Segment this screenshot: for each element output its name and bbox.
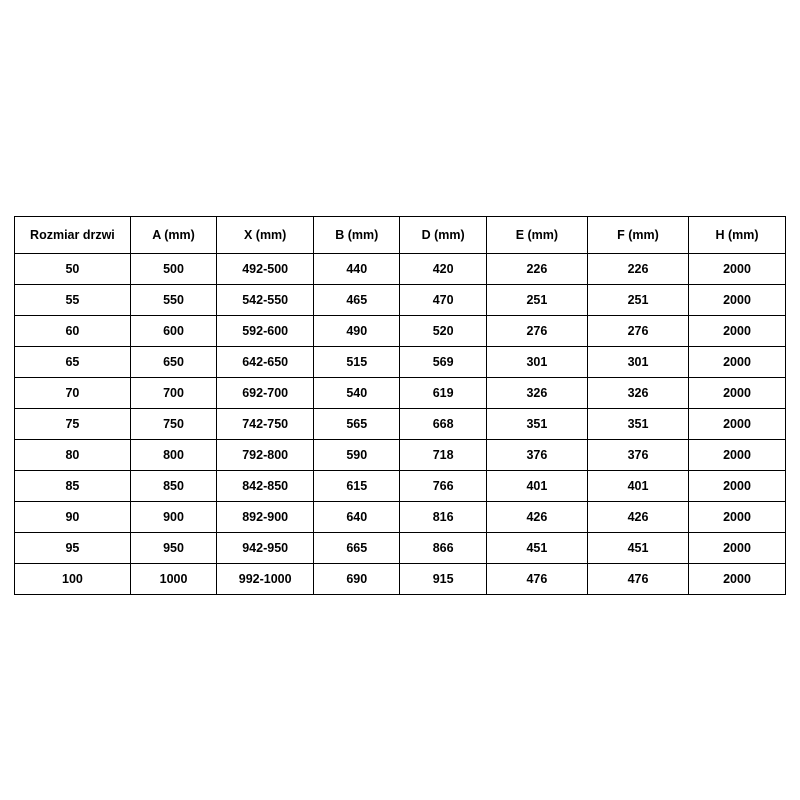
- column-header: Rozmiar drzwi: [15, 217, 131, 254]
- table-cell: 2000: [689, 347, 786, 378]
- table-cell: 2000: [689, 378, 786, 409]
- column-header: E (mm): [486, 217, 587, 254]
- table-cell: 592-600: [217, 316, 314, 347]
- table-cell: 226: [587, 254, 688, 285]
- table-cell: 80: [15, 440, 131, 471]
- table-cell: 640: [314, 502, 400, 533]
- table-cell: 500: [130, 254, 216, 285]
- table-cell: 420: [400, 254, 486, 285]
- table-cell: 700: [130, 378, 216, 409]
- table-cell: 665: [314, 533, 400, 564]
- table-row: [15, 502, 786, 533]
- table-cell: 276: [486, 316, 587, 347]
- table-cell: 451: [486, 533, 587, 564]
- table-row: [15, 254, 786, 285]
- table-row: [15, 378, 786, 409]
- table-cell: 301: [587, 347, 688, 378]
- table-cell: 615: [314, 471, 400, 502]
- table-cell: 465: [314, 285, 400, 316]
- table-cell: 451: [587, 533, 688, 564]
- column-header: D (mm): [400, 217, 486, 254]
- table-cell: 915: [400, 564, 486, 595]
- table-row: [15, 285, 786, 316]
- table-row: [15, 409, 786, 440]
- table-row: [15, 440, 786, 471]
- table-cell: 600: [130, 316, 216, 347]
- table-cell: 690: [314, 564, 400, 595]
- column-header: A (mm): [130, 217, 216, 254]
- table-cell: 351: [486, 409, 587, 440]
- table-cell: 326: [587, 378, 688, 409]
- table-cell: 100: [15, 564, 131, 595]
- table-cell: 251: [486, 285, 587, 316]
- table-cell: 650: [130, 347, 216, 378]
- table-cell: 619: [400, 378, 486, 409]
- column-header: F (mm): [587, 217, 688, 254]
- table-cell: 2000: [689, 254, 786, 285]
- table-row: [15, 564, 786, 595]
- table-cell: 750: [130, 409, 216, 440]
- table-cell: 251: [587, 285, 688, 316]
- table-cell: 50: [15, 254, 131, 285]
- table-cell: 565: [314, 409, 400, 440]
- table-cell: 950: [130, 533, 216, 564]
- table-cell: 75: [15, 409, 131, 440]
- column-header: B (mm): [314, 217, 400, 254]
- table-cell: 816: [400, 502, 486, 533]
- table-cell: 668: [400, 409, 486, 440]
- table-cell: 476: [587, 564, 688, 595]
- table-cell: 65: [15, 347, 131, 378]
- table-cell: 426: [587, 502, 688, 533]
- table-cell: 55: [15, 285, 131, 316]
- table-cell: 590: [314, 440, 400, 471]
- table-cell: 569: [400, 347, 486, 378]
- column-header: H (mm): [689, 217, 786, 254]
- table-cell: 900: [130, 502, 216, 533]
- table-cell: 401: [486, 471, 587, 502]
- table-cell: 842-850: [217, 471, 314, 502]
- table-cell: 401: [587, 471, 688, 502]
- table-cell: 800: [130, 440, 216, 471]
- table-cell: 520: [400, 316, 486, 347]
- table-cell: 2000: [689, 285, 786, 316]
- table-cell: 2000: [689, 502, 786, 533]
- column-header: X (mm): [217, 217, 314, 254]
- table-cell: 892-900: [217, 502, 314, 533]
- table-cell: 718: [400, 440, 486, 471]
- table-cell: 426: [486, 502, 587, 533]
- door-size-table: [14, 216, 786, 595]
- table-row: [15, 347, 786, 378]
- table-cell: 542-550: [217, 285, 314, 316]
- table-cell: 226: [486, 254, 587, 285]
- size-table-container: [14, 216, 786, 595]
- table-cell: 2000: [689, 440, 786, 471]
- table-cell: 1000: [130, 564, 216, 595]
- table-cell: 515: [314, 347, 400, 378]
- table-cell: 2000: [689, 471, 786, 502]
- table-cell: 766: [400, 471, 486, 502]
- table-cell: 476: [486, 564, 587, 595]
- table-cell: 2000: [689, 316, 786, 347]
- table-cell: 850: [130, 471, 216, 502]
- table-cell: 2000: [689, 533, 786, 564]
- table-cell: 440: [314, 254, 400, 285]
- table-cell: 540: [314, 378, 400, 409]
- table-cell: 351: [587, 409, 688, 440]
- table-cell: 276: [587, 316, 688, 347]
- table-cell: 2000: [689, 409, 786, 440]
- table-header-row: [15, 217, 786, 254]
- table-cell: 326: [486, 378, 587, 409]
- table-cell: 742-750: [217, 409, 314, 440]
- table-cell: 492-500: [217, 254, 314, 285]
- table-cell: 2000: [689, 564, 786, 595]
- table-cell: 942-950: [217, 533, 314, 564]
- table-cell: 642-650: [217, 347, 314, 378]
- table-cell: 70: [15, 378, 131, 409]
- table-row: [15, 471, 786, 502]
- table-cell: 866: [400, 533, 486, 564]
- table-cell: 692-700: [217, 378, 314, 409]
- table-cell: 550: [130, 285, 216, 316]
- table-row: [15, 316, 786, 347]
- table-cell: 60: [15, 316, 131, 347]
- table-cell: 992-1000: [217, 564, 314, 595]
- table-cell: 90: [15, 502, 131, 533]
- table-cell: 490: [314, 316, 400, 347]
- table-cell: 376: [587, 440, 688, 471]
- table-row: [15, 533, 786, 564]
- table-cell: 301: [486, 347, 587, 378]
- table-cell: 792-800: [217, 440, 314, 471]
- table-cell: 85: [15, 471, 131, 502]
- table-cell: 376: [486, 440, 587, 471]
- table-cell: 470: [400, 285, 486, 316]
- table-cell: 95: [15, 533, 131, 564]
